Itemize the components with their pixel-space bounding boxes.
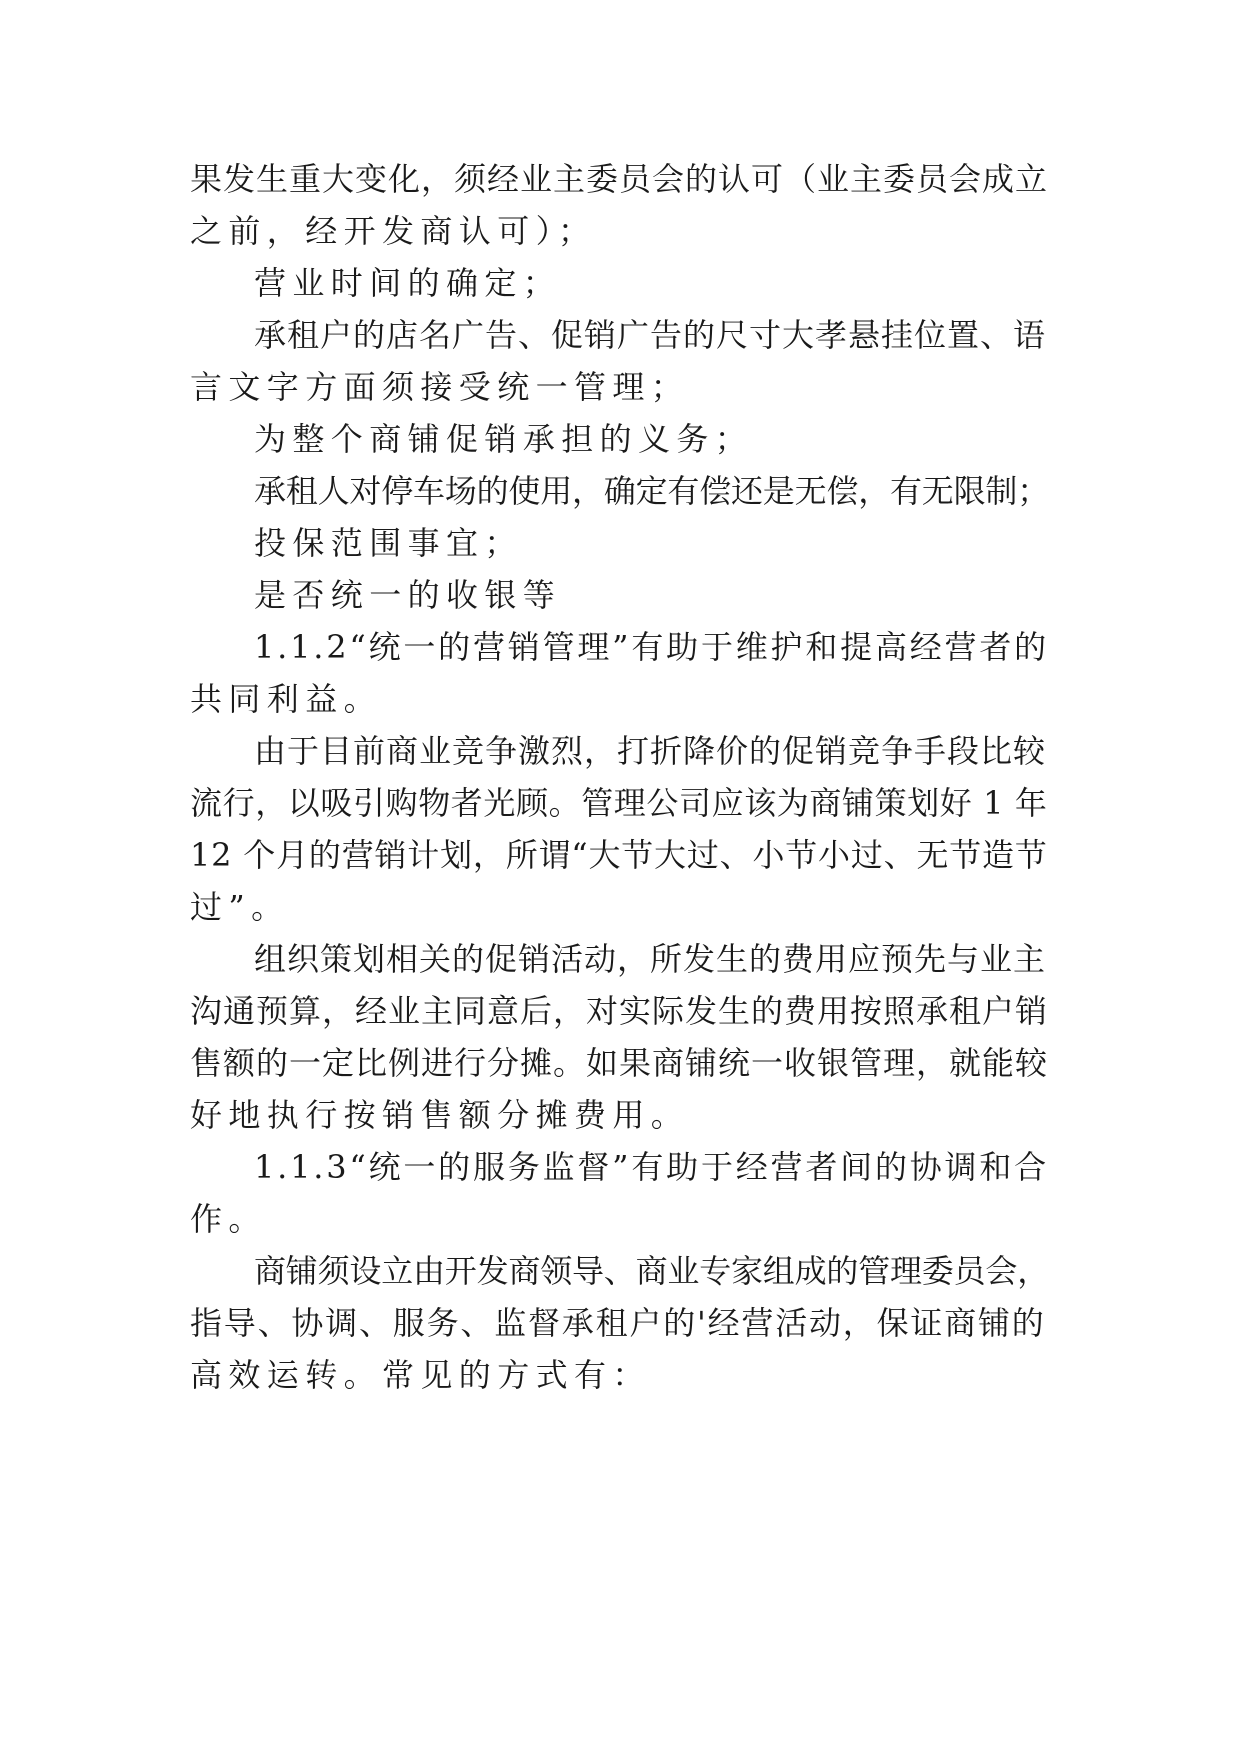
text-line: 沟通预算，经业主同意后，对实际发生的费用按照承租户销: [190, 992, 1049, 1030]
text-line: 投保范围事宜；: [254, 524, 523, 562]
text-line: 过”。: [190, 888, 290, 926]
text-line: 共同利益。: [190, 680, 383, 718]
text-line: 承租户的店名广告、促销广告的尺寸大孝悬挂位置、语: [254, 316, 1047, 354]
text-line: 为整个商铺促销承担的义务；: [254, 420, 754, 458]
text-line: 由于目前商业竞争激烈，打折降价的促销竞争手段比较: [254, 732, 1047, 770]
text-line: 组织策划相关的促销活动，所发生的费用应预先与业主: [254, 940, 1047, 978]
text-line: 承租人对停车场的使用，确定有偿还是无偿，有无限制；: [254, 472, 1050, 510]
text-line: 12 个月的营销计划，所谓“大节大过、小节小过、无节造节: [190, 836, 1048, 874]
text-line: 营业时间的确定；: [254, 264, 562, 302]
text-line: 流行，以吸引购物者光顾。管理公司应该为商铺策划好 1 年: [190, 784, 1048, 822]
section-heading: 1.1.2“统一的营销管理”有助于维护和提高经营者的: [254, 628, 1049, 666]
text-line: 售额的一定比例进行分摊。如果商铺统一收银管理，就能较: [190, 1044, 1049, 1082]
text-line: 作。: [190, 1200, 267, 1238]
text-line: 是否统一的收银等: [254, 576, 562, 614]
text-line: 言文字方面须接受统一管理；: [190, 368, 690, 406]
text-line: 高效运转。常见的方式有：: [190, 1356, 651, 1394]
text-line: 好地执行按销售额分摊费用。: [190, 1096, 690, 1134]
text-line: 之前，经开发商认可）；: [190, 212, 597, 250]
text-line: 商铺须设立由开发商领导、商业专家组成的管理委员会，: [254, 1252, 1050, 1290]
text-line: 果发生重大变化，须经业主委员会的认可（业主委员会成立: [190, 160, 1049, 198]
section-heading: 1.1.3“统一的服务监督”有助于经营者间的协调和合: [254, 1148, 1049, 1186]
text-line: 指导、协调、服务、监督承租户的'经营活动，保证商铺的: [190, 1304, 1046, 1342]
